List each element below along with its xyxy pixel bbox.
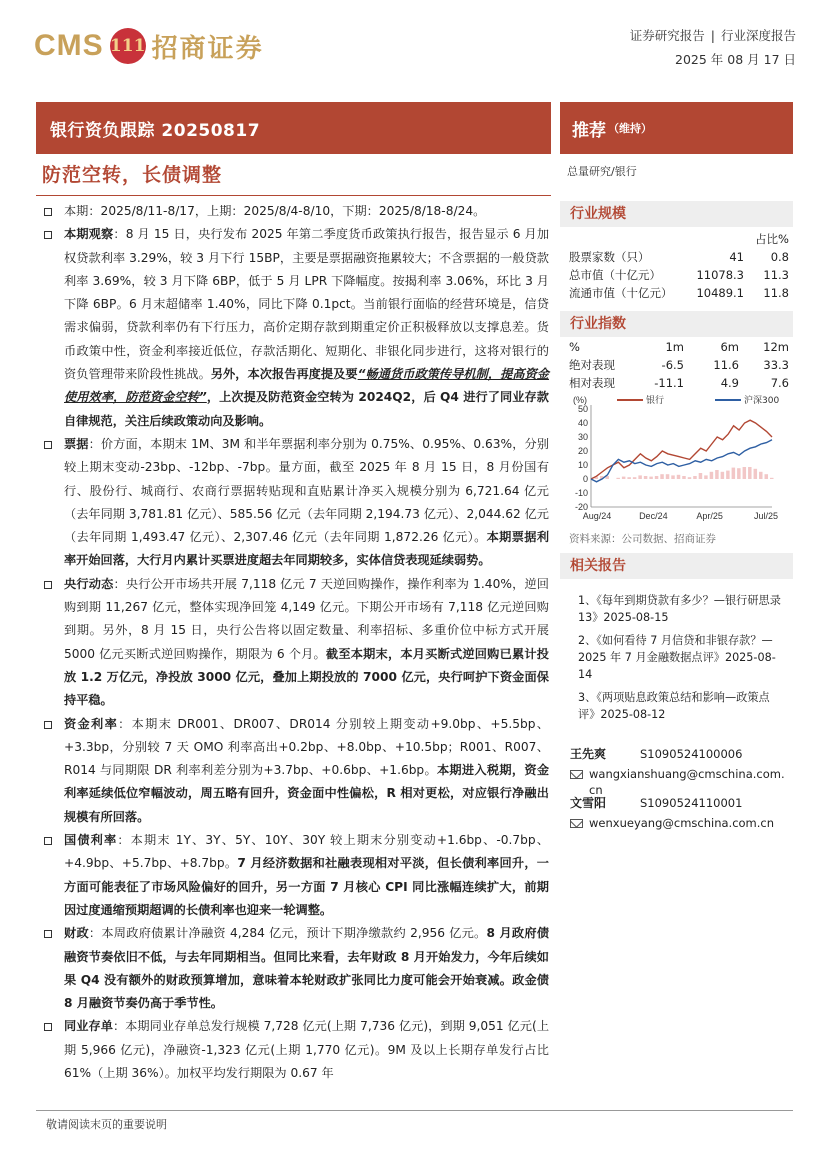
bullet-ncd xyxy=(40,1015,549,1085)
period-text: 本期：2025/8/11-8/17，上期：2025/8/4-8/10，下期：2025/8/18-8/24。 xyxy=(64,204,486,218)
index-header: 12m xyxy=(763,340,789,354)
chart-bar xyxy=(666,474,670,479)
funding-text: ：本期末 DR001、DR007、DR014 分别较上期变动+9.0bp、+5.5bp、+3.3bp，分别较 7 天 OMO 利率高出+0.2bp、+8.0bp、+10.5bp；R001、R007、R014 与同期限 DR 利率利差分别为+3.7bp、+0.6bp、+1.6bp。 xyxy=(64,716,549,778)
y-tick-label: 50 xyxy=(577,404,588,414)
index-cell: 绝对表现 xyxy=(569,358,615,372)
scale-row-pct: 0.8 xyxy=(770,250,789,264)
y-tick-label: -10 xyxy=(574,488,588,498)
bullet-period xyxy=(40,200,549,223)
report-subtitle: 防范空转，长债调整 xyxy=(42,164,223,186)
email-icon xyxy=(570,770,583,779)
index-header: % xyxy=(569,340,580,354)
observation-bold: 另外，本次报告再度提及要 xyxy=(210,367,358,382)
chart-bar xyxy=(732,468,736,479)
rating-bar xyxy=(560,102,793,154)
analyst-name: 王先爽 xyxy=(570,747,607,761)
fiscal-text: ：本周政府债累计净融资 4,284 亿元，预计下期净缴款约 2,956 亿元。 xyxy=(88,926,487,941)
analyst-cert: S1090524100006 xyxy=(640,747,743,761)
x-tick-label: Jul/25 xyxy=(753,511,779,521)
page-header xyxy=(0,0,826,92)
treasury-lead: 国债利率 xyxy=(64,833,118,848)
industry-index-heading: 行业指数 xyxy=(560,311,793,337)
email-icon xyxy=(570,819,583,828)
y-axis-label: (%) xyxy=(573,395,587,405)
rating-label: 推荐 xyxy=(572,120,606,141)
scale-row xyxy=(569,266,789,284)
footer-note: 敬请阅读末页的重要说明 xyxy=(46,1118,167,1131)
chart-bar xyxy=(622,477,626,479)
analyst-email[interactable]: wangxianshuang@cmschina.com.cn xyxy=(589,767,785,797)
scale-row-pct: 11.8 xyxy=(763,286,789,300)
analyst-email[interactable]: wenxueyang@cmschina.com.cn xyxy=(589,816,775,830)
chart-bar xyxy=(759,472,763,479)
chart-bar xyxy=(770,478,774,479)
chart-bar xyxy=(721,472,725,479)
rating-sub: （维持） xyxy=(608,122,652,135)
bullet-treasury xyxy=(40,829,549,922)
related-list xyxy=(578,592,786,729)
y-tick-label: 20 xyxy=(577,446,588,456)
bullet-pboc xyxy=(40,573,549,713)
scale-row xyxy=(569,284,789,302)
scale-row-value: 10489.1 xyxy=(696,286,744,300)
chart-bar xyxy=(677,475,681,479)
footer-divider xyxy=(36,1110,793,1111)
pct-header: 占比% xyxy=(755,232,789,246)
y-tick-label: -20 xyxy=(574,502,588,512)
scale-row-label: 流通市值（十亿元） xyxy=(569,286,673,300)
chart-bar xyxy=(688,477,692,479)
index-cell: 相对表现 xyxy=(569,376,615,390)
chart-bar xyxy=(638,475,642,479)
observation-text: ：8 月 15 日，央行发布 2025 年第二季度货币政策执行报告，报告显示 6 月加权贷款利率 3.29%，较 3 月下行 15BP，主要是票据融资拖累较大；不含票据的一般贷款利率 3.69%，较 3 月下降 6BP，低于 5 月 LPR 下降幅度。按揭利率 3.06%，环比 3 月下降 6BP。6 月末超储率 1.40%，同比下降 0.1pct。当前银行面临的经营环境是，信贷需求偏弱，贷款利率仍有下行压力，高价定期存款到期重定价正积极释放以支撑息差。货币政策中性，资金利率接近低位，存款活期化、短期化、非银化同步进行，这将对银行的资负管理带来阶段性挑战。 xyxy=(64,227,550,382)
scale-row xyxy=(569,248,789,266)
index-chart-svg xyxy=(567,393,793,529)
chart-bar xyxy=(765,474,769,479)
y-tick-label: 30 xyxy=(577,432,588,442)
report-meta: 证券研究报告 | 行业深度报告 2025 年 08 月 17 日 xyxy=(630,24,796,72)
chart-bar xyxy=(671,475,675,479)
bills-text: ：价方面，本期末 1M、3M 和半年票据利率分别为 0.75%、0.95%、0.63%，分别较上期末变动-23bp、-12bp、-7bp。量方面，截至 2025 年 8 月 15 日，8 月份国有行、股份行、城商行、农商行票据转贴现和直贴累计净买入规模分别为 6,721.64 亿元（去年同期 3,781.81 亿元）、585.56 亿元（去年同期 2,194.73 亿元）、2,044.62 亿元（去年同期 1,493.47 亿元）、2,307.46 亿元（去年同期 1,872.26 亿元）。 xyxy=(64,436,550,545)
analyst-name: 文雪阳 xyxy=(570,796,607,810)
chart-bar xyxy=(710,472,714,479)
index-cell: 33.3 xyxy=(763,358,789,372)
treasury-bold: 7 月经济数据和社融表现相对平淡，但长债利率回升，一方面可能表征了市场风险偏好的回升，另一方面 7 月核心 CPI 同比涨幅连续扩大，前期因过度通缩预期超调的长债利率也迎来一轮调整。 xyxy=(64,856,549,917)
report-kind: 行业深度报告 xyxy=(720,28,796,43)
index-cell: 11.6 xyxy=(713,358,739,372)
chart-bar xyxy=(726,471,730,479)
category-label: 总量研究/银行 xyxy=(567,165,637,178)
report-title: 银行资负跟踪 20250817 xyxy=(50,120,261,141)
analyst-cert: S1090524110001 xyxy=(640,796,743,810)
cms-logo xyxy=(34,24,264,68)
chart-bar xyxy=(682,476,686,479)
x-tick-label: Dec/24 xyxy=(639,511,668,521)
scale-row-value: 11078.3 xyxy=(696,268,744,282)
chart-bar xyxy=(655,476,659,479)
chart-bar xyxy=(704,475,708,479)
industry-scale-table xyxy=(569,230,789,302)
scale-row-label: 股票家数（只） xyxy=(569,250,650,264)
funding-lead: 资金利率 xyxy=(64,716,119,731)
chart-bar xyxy=(616,478,620,479)
pboc-bold: 截至本期末，本月买断式逆回购已累计投放 1.2 万亿元，净投放 3000 亿元，叠加上期投放的 7000 亿元，央行呵护下资金面保持平稳。 xyxy=(64,646,549,708)
x-tick-label: Aug/24 xyxy=(582,511,612,521)
pboc-text: ：央行公开市场共开展 7,118 亿元 7 天逆回购操作，操作利率为 1.40%，逆回购到期 11,267 亿元，整体实现净回笼 4,149 亿元。下期公开市场有 7,118 亿元逆回购到期。另外，8 月 15 日，央行公告将以固定数量、利率招标、多重价位中标方式开展 5000 亿元买断式逆回购操作，期限为 6 个月。 xyxy=(64,576,549,661)
industry-scale-heading: 行业规模 xyxy=(560,201,793,227)
bullet-observation xyxy=(40,223,549,433)
y-tick-label: 40 xyxy=(577,418,588,428)
bills-bold: 本期票据利率开始回落，大行月内累计买票进度超去年同期较多，实体信贷表现延续弱势。 xyxy=(64,530,550,568)
chart-bar xyxy=(649,477,653,479)
chart-bar xyxy=(715,470,719,479)
fiscal-lead: 财政 xyxy=(64,926,89,941)
chart-bar xyxy=(660,474,664,479)
chart-bar xyxy=(633,477,637,479)
treasury-text: ：本期末 1Y、3Y、5Y、10Y、30Y 较上期末分别变动+1.6bp、-0.7bp、+4.9bp、+5.7bp、+8.7bp。 xyxy=(64,833,549,871)
logo-cn-text: 招商证券 xyxy=(151,33,264,64)
index-header: 1m xyxy=(665,340,684,354)
index-row xyxy=(569,356,789,374)
report-date: 2025 年 08 月 17 日 xyxy=(675,52,796,67)
chart-bar xyxy=(743,467,747,479)
bullet-fiscal xyxy=(40,922,549,1015)
chart-bar xyxy=(754,469,758,479)
scale-row-pct: 11.3 xyxy=(763,268,789,282)
main-content xyxy=(40,200,549,1085)
index-cell: 4.9 xyxy=(720,376,739,390)
legend-label: 银行 xyxy=(646,396,665,406)
chart-source: 资料来源：公司数据、招商证券 xyxy=(569,533,716,545)
chart-bar xyxy=(748,467,752,479)
scale-row-label: 总市值（十亿元） xyxy=(569,268,661,282)
observation-tail: ，上次提及防范资金空转为 2024Q2，后 Q4 进行了同业存款自律规范，关注后续政策动向及影响。 xyxy=(64,390,549,428)
ncd-lead: 同业存单 xyxy=(64,1019,113,1034)
related-report-link[interactable]: 3、《两项贴息政策总结和影响—政策点评》2025-08-12 xyxy=(578,691,770,721)
y-tick-label: 10 xyxy=(577,460,588,470)
scale-row-value: 41 xyxy=(729,250,744,264)
industry-index-table xyxy=(569,338,789,392)
index-row xyxy=(569,374,789,392)
pboc-lead: 央行动态 xyxy=(64,576,114,591)
related-report-link[interactable]: 1、《每年到期贷款有多少？—银行研思录 13》2025-08-15 xyxy=(578,594,781,624)
chart-bar xyxy=(693,476,697,479)
chart-bar xyxy=(627,477,631,479)
legend-label: 沪深300 xyxy=(744,396,780,406)
bullet-bills xyxy=(40,433,549,573)
title-bar xyxy=(36,102,551,154)
title-divider xyxy=(36,195,551,196)
index-chart xyxy=(567,393,793,529)
chart-bar xyxy=(737,468,741,479)
logo-badge-icon: 111 xyxy=(110,28,146,64)
x-tick-label: Apr/25 xyxy=(696,511,723,521)
observation-lead: 本期观察 xyxy=(64,227,114,242)
index-cell: 7.6 xyxy=(770,376,789,390)
y-tick-label: 0 xyxy=(582,474,588,484)
related-heading: 相关报告 xyxy=(560,553,793,579)
analyst-card xyxy=(570,745,790,798)
fiscal-bold: 8 月政府债融资节奏依旧不低，与去年同期相当。但同比来看，去年财政 8 月开始发力，今年后续如果 Q4 没有额外的财政预算增加，意味着本轮财政扩张同比力度可能会开始衰减。政金债 8 月融资节奏仍高于季节性。 xyxy=(64,926,550,1011)
related-report-link[interactable]: 2、《如何看待 7 月信贷和非银存款？—2025 年 7 月金融数据点评》2025-08-14 xyxy=(578,634,776,681)
chart-bar xyxy=(644,476,648,479)
report-type: 证券研究报告 xyxy=(629,28,705,43)
index-cell: -6.5 xyxy=(661,358,684,372)
index-cell: -11.1 xyxy=(654,376,684,390)
analyst-card xyxy=(570,794,790,831)
logo-text: CMS xyxy=(34,29,104,62)
ncd-text: ：本期同业存单总发行规模 7,728 亿元(上期 7,736 亿元)，到期 9,051 亿元(上期 5,966 亿元)，净融资-1,323 亿元(上期 1,770 亿元)。9M 及以上长期存单发行占比 61%（上期 36%）。加权平均发行期限为 0.67 年 xyxy=(64,1019,550,1080)
chart-bar xyxy=(699,473,703,479)
bills-lead: 票据 xyxy=(64,436,89,451)
index-header: 6m xyxy=(720,340,739,354)
funding-bold: 本期进入税期，资金利率延续低位窄幅波动，周五略有回升，资金面中性偏松，R 相对更松，对应银行净融出规模有所回落。 xyxy=(64,763,550,824)
bullet-funding-rate xyxy=(40,713,549,829)
observation-quote: “畅通货币政策传导机制，提高资金使用效率，防范资金空转” xyxy=(64,367,549,405)
